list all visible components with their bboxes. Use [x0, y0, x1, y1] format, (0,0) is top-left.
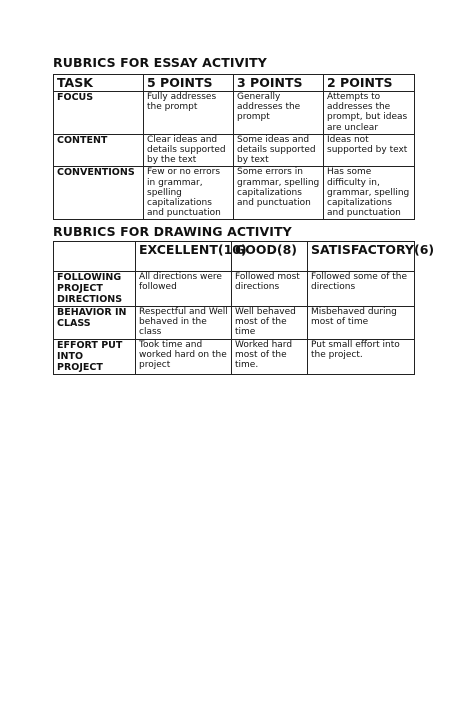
table-cell: Ideas not supported by text: [324, 134, 415, 167]
drawing-rubric-title: RUBRICS FOR DRAWING ACTIVITY: [53, 224, 292, 239]
column-header-task: TASK: [54, 75, 144, 92]
row-header-following-directions: FOLLOWING PROJECT DIRECTIONS: [54, 272, 136, 307]
table-cell: Attempts to addresses the prompt, but ideas are unclear: [324, 92, 415, 135]
table-cell: All directions were followed: [136, 272, 232, 307]
row-header-conventions: CONVENTIONS: [54, 167, 144, 220]
table-cell: Few or no errors in grammar, spelling capitalizations and punctuation: [144, 167, 234, 220]
column-header-good: GOOD(8): [232, 242, 308, 272]
table-cell: Misbehaved during most of time: [308, 307, 415, 340]
essay-rubric-table: [53, 74, 415, 220]
table-cell: Some errors in grammar, spelling capitalizations and punctuation: [234, 167, 324, 220]
table-cell: Some ideas and details supported by text: [234, 134, 324, 167]
table-row: [54, 307, 415, 340]
table-row: [54, 339, 415, 374]
table-cell: Took time and worked hard on the project: [136, 339, 232, 374]
table-cell: Respectful and Well behaved in the class: [136, 307, 232, 340]
table-cell: Fully addresses the prompt: [144, 92, 234, 135]
column-header-satisfactory: SATISFACTORY(6): [308, 242, 415, 272]
column-header-5-points: 5 POINTS: [144, 75, 234, 92]
table-cell: Followed some of the directions: [308, 272, 415, 307]
table-header-row: [54, 75, 415, 92]
column-header-blank: [54, 242, 136, 272]
table-row: [54, 167, 415, 220]
row-header-focus: FOCUS: [54, 92, 144, 135]
table-row: [54, 272, 415, 307]
table-cell: Well behaved most of the time: [232, 307, 308, 340]
column-header-3-points: 3 POINTS: [234, 75, 324, 92]
row-header-content: CONTENT: [54, 134, 144, 167]
table-header-row: [54, 242, 415, 272]
column-header-2-points: 2 POINTS: [324, 75, 415, 92]
table-cell: Clear ideas and details supported by the text: [144, 134, 234, 167]
table-cell: Has some difficulty in, grammar, spelling capitalizations and punctuation: [324, 167, 415, 220]
row-header-behavior: BEHAVIOR IN CLASS: [54, 307, 136, 340]
table-cell: Worked hard most of the time.: [232, 339, 308, 374]
essay-rubric-title: RUBRICS FOR ESSAY ACTIVITY: [53, 55, 267, 70]
drawing-rubric-table: [53, 241, 435, 375]
table-cell: Put small effort into the project.: [308, 339, 415, 374]
row-header-effort: EFFORT PUT INTO PROJECT: [54, 339, 136, 374]
table-cell: Followed most directions: [232, 272, 308, 307]
table-cell: Generally addresses the prompt: [234, 92, 324, 135]
table-row: [54, 134, 415, 167]
table-row: [54, 92, 415, 135]
column-header-excellent: EXCELLENT(10): [136, 242, 232, 272]
